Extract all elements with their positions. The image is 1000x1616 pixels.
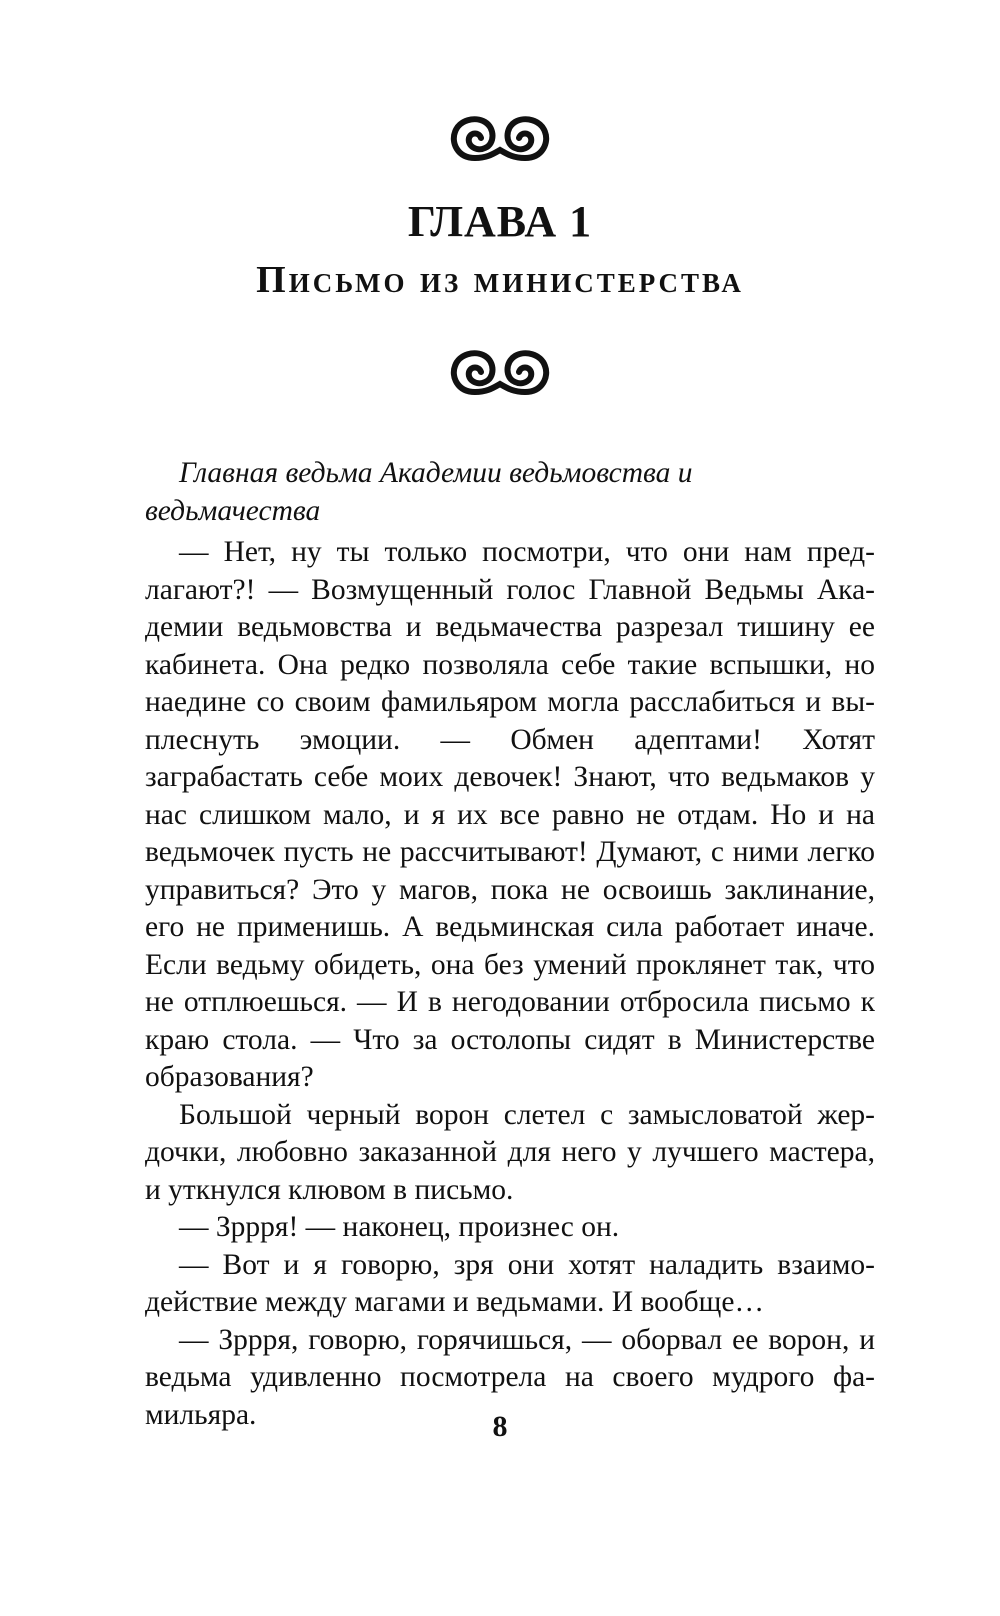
ornament-top [0, 112, 1000, 168]
chapter-subtitle: Письмо из министерства [256, 259, 744, 301]
paragraph: — Нет, ну ты только посмотри, что они нам предлагают?! — Возмущенный голос Главной Ведьмы Академии ведьмовства и ведьмачества разрезал тишину ее кабинета. Она редко позволяла себе такие вспышки, но наедине со своим фамильяром могла расслабиться и выплеснуть эмоции. — Обмен адептами! Хотят заграбастать себе моих девочек! Знают, что ведьмаков у нас слишком мало, и я их все равно не отдам. Но и на ведьмочек пусть не рассчитывают! Думают, с ними легко управиться? Это у магов, пока не освоишь заклинание, его не применишь. А ведьминская сила работает иначе. Если ведьму обидеть, она без умений проклянет так, что не отплюешься. — И в негодовании отбросила письмо к краю стола. — Что за остолопы сидят в Министерстве образования? [145, 536, 875, 1093]
section-heading: Главная ведьма Академии ведьмовства и ведьмачества [145, 457, 693, 527]
double-spiral-ornament-icon [445, 112, 555, 168]
page-number: 8 [492, 1410, 508, 1443]
paragraph: — Зррря, говорю, горячишься, — оборвал ее ворон, и ведьма удивленно посмотрела на своего мудрого фамильяра. [145, 1323, 875, 1431]
double-spiral-ornament-icon [445, 346, 555, 402]
ornament-bottom [0, 346, 1000, 402]
body-text [145, 455, 875, 1434]
chapter-title: ГЛАВА 1 [407, 197, 593, 246]
paragraph: — Зррря! — наконец, произнес он. [179, 1211, 620, 1243]
paragraph: — Вот и я говорю, зря они хотят наладить взаимодействие между магами и ведьмами. И вообще… [145, 1248, 875, 1318]
paragraph: Большой черный ворон слетел с замысловатой жердочки, любовно заказанной для него у лучшего мастера, и уткнулся клювом в письмо. [145, 1098, 875, 1206]
